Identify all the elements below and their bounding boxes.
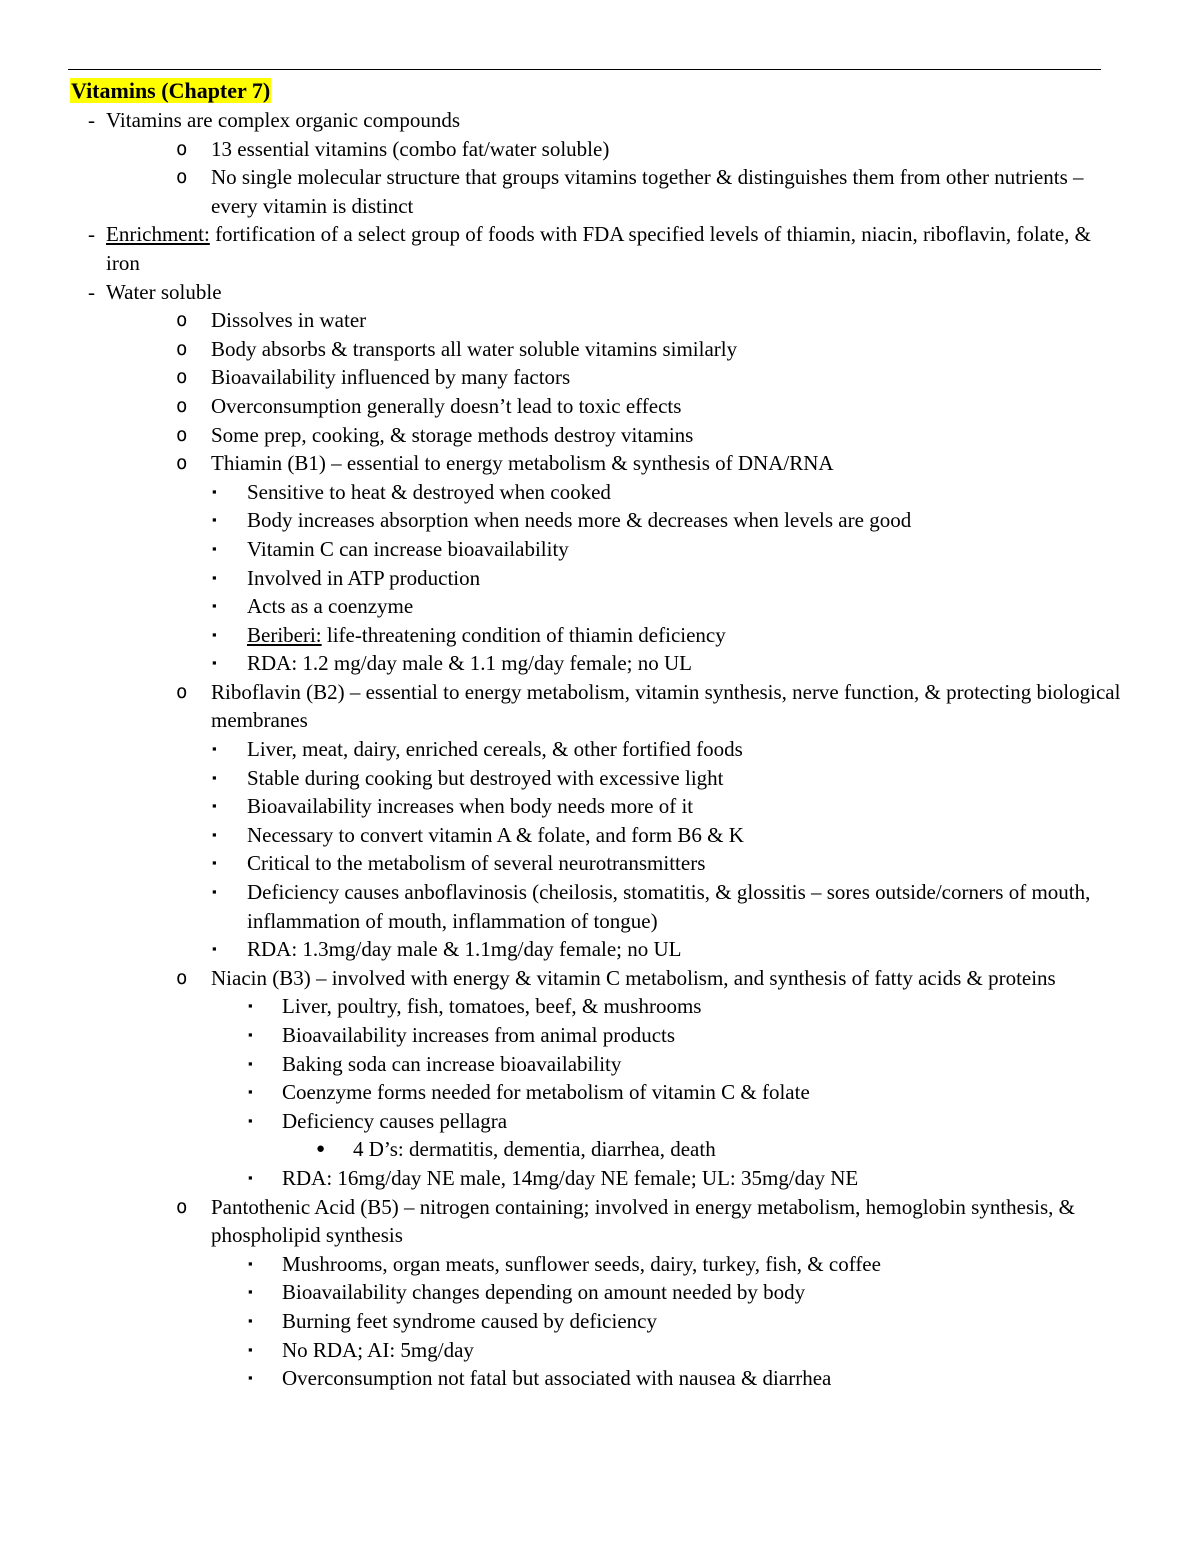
list-item-text: Overconsumption not fatal but associated with nausea & diarrhea (282, 1366, 832, 1391)
list-item (70, 478, 1130, 507)
list-item-text: Vitamin C can increase bioavailability (247, 536, 569, 561)
circle-marker: o (176, 137, 188, 160)
list-item (70, 792, 1130, 821)
list-item-four-ds (70, 1135, 1130, 1164)
circle-marker: o (176, 452, 188, 475)
square-bullet-marker: ▪ (248, 1284, 253, 1300)
header-rule (68, 69, 1101, 70)
list-item-text: Burning feet syndrome caused by deficiency (282, 1308, 657, 1333)
list-item-text: No single molecular structure that groups vitamins together & distinguishes them from other nutrients – every vitamin is distinct (211, 165, 1084, 218)
list-item-text: Liver, poultry, fish, tomatoes, beef, & mushrooms (282, 994, 702, 1019)
square-bullet-marker: ▪ (248, 1112, 253, 1128)
square-bullet-marker: ▪ (248, 1027, 253, 1042)
list-item (70, 392, 1130, 421)
list-item-text: Vitamins are complex organic compounds (106, 108, 461, 132)
square-bullet-marker: ▪ (212, 655, 217, 671)
square-bullet-marker: ▪ (212, 540, 217, 556)
list-item-text: 4 D’s: dermatitis, dementia, diarrhea, death (353, 1137, 716, 1162)
list-item-text: Bioavailability changes depending on amount needed by body (282, 1280, 806, 1305)
niacin-heading (70, 964, 1130, 993)
list-item-text: Deficiency causes anboflavinosis (cheilosis, stomatitis, & glossitis – sores outside/corners of mouth, inflammation of mouth, inflammation of tongue) (247, 880, 1091, 933)
circle-marker: o (176, 680, 188, 703)
dash-marker: - (88, 279, 95, 304)
square-bullet-marker: ▪ (248, 1370, 253, 1386)
circle-marker: o (176, 423, 188, 446)
circle-marker: o (176, 1195, 188, 1218)
square-bullet-marker: ▪ (212, 798, 217, 814)
list-item-text: RDA: 1.2 mg/day male & 1.1 mg/day female; no UL (247, 651, 692, 676)
list-item-text: RDA: 16mg/day NE male, 14mg/day NE female; UL: 35mg/day NE (282, 1165, 859, 1190)
enrichment-term: Enrichment: (106, 222, 210, 247)
list-item (70, 1250, 1130, 1279)
list-item-text: No RDA; AI: 5mg/day (282, 1337, 474, 1362)
list-item-text: Coenzyme forms needed for metabolism of vitamin C & folate (282, 1080, 810, 1105)
square-bullet-marker: ▪ (248, 1312, 253, 1328)
list-item (70, 992, 1130, 1021)
beriberi-definition: life-threatening condition of thiamin deficiency (321, 622, 726, 647)
list-item (70, 535, 1130, 564)
page-title: Vitamins (Chapter 7) (71, 78, 271, 103)
list-item-text: Body absorbs & transports all water soluble vitamins similarly (211, 336, 738, 361)
list-item-text: Bioavailability increases from animal products (282, 1023, 676, 1047)
list-item (70, 564, 1130, 593)
list-item (70, 421, 1130, 450)
list-item (70, 1278, 1130, 1307)
list-item (70, 1021, 1130, 1050)
list-item (70, 1107, 1130, 1136)
riboflavin-heading (70, 678, 1130, 735)
square-bullet-marker: ▪ (248, 1169, 253, 1185)
list-item-text: Stable during cooking but destroyed with excessive light (247, 765, 724, 790)
list-item-text: Overconsumption generally doesn’t lead to toxic effects (211, 393, 682, 418)
square-bullet-marker: ▪ (212, 598, 217, 614)
square-bullet-marker: ▪ (248, 998, 253, 1014)
circle-marker: o (176, 166, 188, 189)
list-item (70, 849, 1130, 878)
circle-marker: o (176, 309, 188, 332)
dash-marker: - (88, 108, 95, 132)
list-item (70, 821, 1130, 850)
list-item-intro (70, 106, 1130, 135)
list-item-text: Niacin (B3) – involved with energy & vitamin C metabolism, and synthesis of fatty acids & proteins (211, 965, 1056, 990)
list-item-text: Body increases absorption when needs more & decreases when levels are good (247, 508, 912, 533)
square-bullet-marker: ▪ (212, 569, 217, 585)
pantothenic-acid-heading (70, 1193, 1130, 1250)
beriberi-term: Beriberi: (247, 622, 322, 647)
list-item (70, 1307, 1130, 1336)
list-item (70, 135, 1130, 164)
list-item-text: Pantothenic Acid (B5) – nitrogen containing; involved in energy metabolism, hemoglobin synthesis, & phospholipid synthesis (211, 1194, 1075, 1248)
list-item-beriberi (70, 621, 1130, 650)
list-item (70, 649, 1130, 678)
circle-marker: o (176, 366, 188, 389)
list-item-text: Sensitive to heat & destroyed when cooked (247, 479, 611, 504)
list-item-text: Acts as a coenzyme (247, 594, 414, 619)
list-item-text: Dissolves in water (211, 308, 367, 333)
list-item-text: RDA: 1.3mg/day male & 1.1mg/day female; no UL (247, 937, 682, 962)
list-item-text: Thiamin (B1) – essential to energy metabolism & synthesis of DNA/RNA (211, 451, 834, 476)
square-bullet-marker: ▪ (212, 741, 217, 757)
square-bullet-marker: ▪ (248, 1055, 253, 1071)
square-bullet-marker: ▪ (212, 483, 217, 499)
list-item-text: Bioavailability influenced by many factors (211, 365, 571, 390)
list-item (70, 335, 1130, 364)
list-item (70, 592, 1130, 621)
list-item-text: Some prep, cooking, & storage methods destroy vitamins (211, 422, 694, 447)
circle-marker: o (176, 394, 188, 417)
dot-bullet-marker: ● (316, 1141, 326, 1158)
list-item (70, 363, 1130, 392)
list-item-text: Critical to the metabolism of several neurotransmitters (247, 851, 706, 876)
square-bullet-marker: ▪ (212, 826, 217, 842)
list-item-text: Involved in ATP production (247, 565, 481, 590)
square-bullet-marker: ▪ (212, 769, 217, 785)
enrichment-definition: fortification of a select group of foods with FDA specified levels of thiamin, niacin, riboflavin, folate, & iron (106, 222, 1092, 275)
list-item (70, 163, 1130, 220)
list-item (70, 735, 1130, 764)
list-item (70, 306, 1130, 335)
square-bullet-marker: ▪ (212, 941, 217, 957)
circle-marker: o (176, 337, 188, 360)
list-item-enrichment (70, 220, 1130, 277)
document-body (70, 74, 1130, 1393)
square-bullet-marker: ▪ (212, 512, 217, 528)
circle-marker: o (176, 966, 188, 989)
square-bullet-marker: ▪ (212, 626, 217, 642)
list-item (70, 1364, 1130, 1393)
list-item (70, 1050, 1130, 1079)
square-bullet-marker: ▪ (248, 1341, 253, 1357)
list-item-text: Riboflavin (B2) – essential to energy metabolism, vitamin synthesis, nerve function, & protecting biological membranes (211, 679, 1121, 733)
list-item (70, 935, 1130, 964)
list-item-text: Necessary to convert vitamin A & folate, and form B6 & K (247, 822, 744, 847)
dash-marker: - (88, 222, 95, 247)
list-item-text: Baking soda can increase bioavailability (282, 1051, 622, 1076)
list-item-text: Liver, meat, dairy, enriched cereals, & other fortified foods (247, 737, 743, 762)
list-item (70, 1336, 1130, 1365)
list-item-text: 13 essential vitamins (combo fat/water soluble) (211, 136, 610, 161)
list-item (70, 1164, 1130, 1193)
list-item (70, 1078, 1130, 1107)
square-bullet-marker: ▪ (212, 884, 217, 900)
square-bullet-marker: ▪ (248, 1084, 253, 1100)
square-bullet-marker: ▪ (212, 855, 217, 871)
list-item-text: Water soluble (106, 279, 222, 304)
list-item-text: Mushrooms, organ meats, sunflower seeds, dairy, turkey, fish, & coffee (282, 1251, 881, 1276)
list-item-text: Deficiency causes pellagra (282, 1108, 508, 1133)
square-bullet-marker: ▪ (248, 1255, 253, 1271)
list-item (70, 506, 1130, 535)
title-line (70, 74, 1130, 106)
list-item-text: Bioavailability increases when body needs more of it (247, 794, 694, 819)
list-item (70, 764, 1130, 793)
thiamin-heading (70, 449, 1130, 478)
list-item (70, 878, 1130, 935)
list-item-water-soluble (70, 278, 1130, 307)
